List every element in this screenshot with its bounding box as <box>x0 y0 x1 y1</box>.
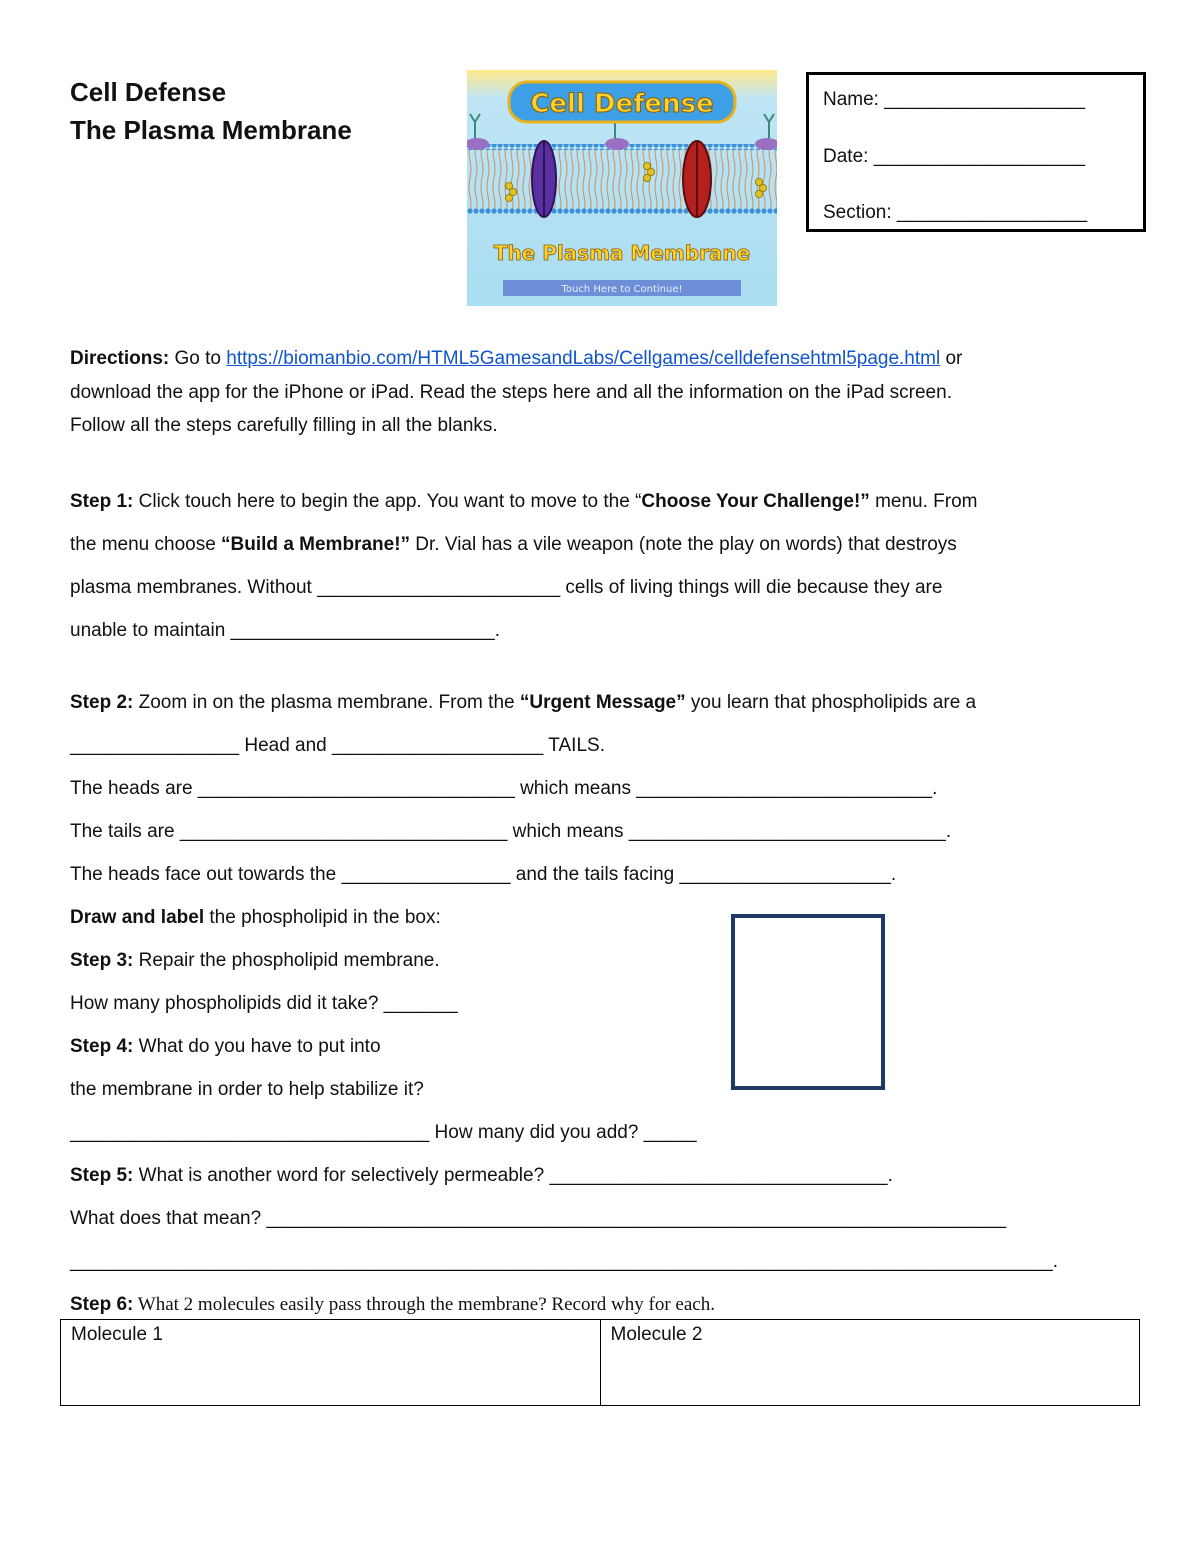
step5-text[interactable]: What is another word for selectively permeable? ________________________________. <box>133 1165 893 1186</box>
step3-line-2[interactable]: How many phospholipids did it take? _______ <box>70 993 458 1014</box>
step3-text: Repair the phospholipid membrane. <box>133 950 440 971</box>
step6-line-1 <box>70 1294 715 1316</box>
directions-pre: Go to <box>169 348 227 369</box>
step4-line-3[interactable]: __________________________________ How many did you add? _____ <box>70 1122 697 1143</box>
step1-line-4[interactable]: unable to maintain _________________________. <box>70 620 501 641</box>
step1-l2-text-a: the menu choose <box>70 534 222 555</box>
step2-text-a: Zoom in on the plasma membrane. From the <box>133 692 520 713</box>
cell-defense-game-image <box>467 70 777 306</box>
step5-line-3[interactable]: _____________________________________________________________________________________________. <box>70 1251 1058 1272</box>
title-line-1: Cell Defense <box>70 77 227 107</box>
molecule-2-cell[interactable] <box>600 1320 1140 1406</box>
game-subtitle-text: The Plasma Membrane <box>493 241 751 265</box>
directions-line-3: Follow all the steps carefully filling in all the blanks. <box>70 415 498 436</box>
molecule-1-cell[interactable] <box>61 1320 601 1406</box>
game-logo-text: Cell Defense <box>530 89 714 119</box>
step5-line-2[interactable]: What does that mean? ______________________________________________________________________ <box>70 1208 1007 1229</box>
step2-line-2[interactable]: ________________ Head and ____________________ TAILS. <box>70 735 605 756</box>
step6-question: What 2 molecules easily pass through the membrane? Record why for each. <box>133 1294 715 1315</box>
step4-text: What do you have to put into <box>133 1036 381 1057</box>
directions-post: or <box>940 348 963 369</box>
step3-label: Step 3: <box>70 950 134 971</box>
draw-instruction <box>70 907 441 929</box>
step1-line-3[interactable]: plasma membranes. Without _______________________ cells of living things will die because they are <box>70 577 943 598</box>
directions-line-1 <box>70 348 962 370</box>
name-field[interactable]: Name: ___________________ <box>823 89 1086 110</box>
step2-line-3[interactable]: The heads are ______________________________ which means ____________________________. <box>70 778 938 799</box>
directions-label: Directions: <box>70 348 170 369</box>
phospholipid-drawing-box[interactable] <box>731 914 885 1090</box>
step2-line-4[interactable]: The tails are _______________________________ which means ______________________________. <box>70 821 952 842</box>
draw-label: Draw and label <box>70 907 205 928</box>
step5-label: Step 5: <box>70 1165 134 1186</box>
step1-line-1 <box>70 491 978 513</box>
step2-text-c: you learn that phospholipids are a <box>685 692 977 713</box>
step1-choose-challenge: Choose Your Challenge!” <box>641 491 870 512</box>
title-line-2: The Plasma Membrane <box>70 115 352 145</box>
step5-line-1 <box>70 1165 893 1187</box>
step1-l2-text-c: Dr. Vial has a vile weapon (note the play on words) that destroys <box>410 534 957 555</box>
game-continue-button-text: Touch Here to Continue! <box>561 284 683 295</box>
step1-text-c: menu. From <box>869 491 978 512</box>
directions-line-2: download the app for the iPhone or iPad. Read the steps here and all the information on the iPad screen. <box>70 382 952 403</box>
table-row <box>61 1320 1140 1406</box>
page-title <box>70 73 352 149</box>
molecule-2-label: Molecule 2 <box>610 1324 703 1345</box>
directions-url-link[interactable]: https://biomanbio.com/HTML5GamesandLabs/Cellgames/celldefensehtml5page.html <box>226 348 941 369</box>
step4-label: Step 4: <box>70 1036 134 1057</box>
step4-line-1 <box>70 1036 381 1058</box>
step2-line-1 <box>70 692 976 714</box>
draw-rest: the phospholipid in the box: <box>204 907 441 928</box>
step2-urgent-message: “Urgent Message” <box>519 692 686 713</box>
section-field[interactable]: Section: __________________ <box>823 202 1088 223</box>
date-field[interactable]: Date: ____________________ <box>823 146 1086 167</box>
step1-label: Step 1: <box>70 491 134 512</box>
step1-build-membrane: “Build a Membrane!” <box>221 534 411 555</box>
molecule-table <box>60 1319 1140 1406</box>
step2-line-5[interactable]: The heads face out towards the ________________ and the tails facing ____________________. <box>70 864 897 885</box>
step4-line-2: the membrane in order to help stabilize it? <box>70 1079 424 1100</box>
student-info-box <box>806 72 1146 232</box>
step3-line-1 <box>70 950 440 972</box>
step1-line-2 <box>70 534 957 556</box>
step1-text-a: Click touch here to begin the app. You want to move to the “ <box>133 491 642 512</box>
step2-label: Step 2: <box>70 692 134 713</box>
molecule-1-label: Molecule 1 <box>71 1324 163 1345</box>
step6-label: Step 6: <box>70 1294 134 1315</box>
